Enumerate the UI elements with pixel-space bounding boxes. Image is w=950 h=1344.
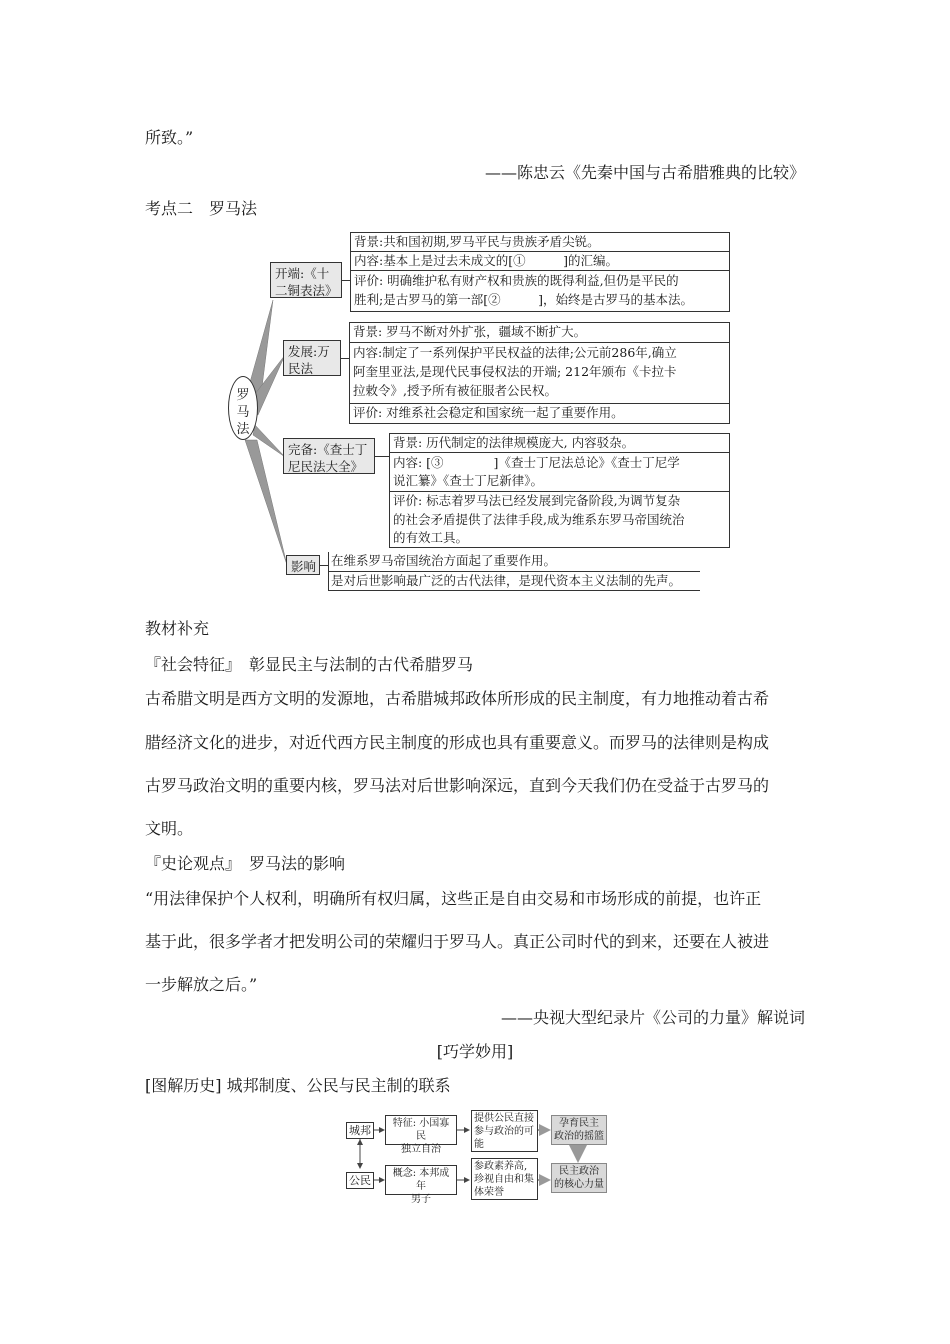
branch-completion-row: 说汇纂》《查士丁尼新律》。 — [393, 473, 544, 488]
supplement-title: 教材补充 — [145, 619, 210, 638]
intro-tail: 所致。” — [145, 128, 194, 147]
section-title: 考点二 罗马法 — [145, 199, 258, 218]
mindmap-root: 罗马法 — [228, 376, 258, 440]
diagram-heading: [图解历史] 城邦制度、公民与民主制的联系 — [145, 1076, 451, 1095]
branch-completion-row: 的社会矛盾提供了法律手段,成为维系东罗马帝国统治 — [393, 512, 685, 527]
branch-development-row: 内容:制定了一系列保护平民权益的法律;公元前286年,确立 — [353, 345, 677, 360]
flow-city-feature: 特征: 小国寡民 独立自治 — [385, 1115, 457, 1145]
flow-mid-bottom: 参政素养高, 珍视自由和集 体荣誉 — [471, 1158, 538, 1200]
branch-completion-row: 内容: [③ ]《查士丁尼法总论》《查士丁尼学 — [393, 455, 680, 470]
branch-completion-row: 评价: 标志着罗马法已经发展到完备阶段,为调节复杂 — [393, 493, 681, 508]
branch-completion-label: 完备:《查士丁尼民法大全》 — [283, 438, 375, 474]
social-paragraph-line: 古希腊文明是西方文明的发源地，古希腊城邦政体所形成的民主制度，有力地推动着古希 — [145, 689, 770, 708]
branch-development-row: 评价: 对维系社会稳定和国家统一起了重要作用。 — [353, 405, 624, 420]
social-heading: 『社会特征』 彰显民主与法制的古代希腊罗马 — [145, 655, 474, 674]
social-paragraph-line: 腊经济文化的进步，对近代西方民主制度的形成也具有重要意义。而罗马的法律则是构成 — [145, 733, 770, 752]
quote-source-2: ——央视大型纪录片《公司的力量》解说词 — [500, 1008, 805, 1027]
branch-development-row: 阿奎里亚法,是现代民事侵权法的开端; 212年颁布《卡拉卡 — [353, 364, 677, 379]
branch-completion-row: 背景: 历代制定的法律规模庞大, 内容驳杂。 — [393, 435, 635, 450]
branch-origin-row: 评价: 明确维护私有财产权和贵族的既得利益,但仍是平民的 — [354, 273, 679, 288]
branch-origin-row: 背景:共和国初期,罗马平民与贵族矛盾尖锐。 — [354, 234, 600, 249]
branch-influence-label: 影响 — [286, 555, 320, 575]
branch-completion-row: 的有效工具。 — [393, 530, 469, 545]
social-paragraph-line: 古罗马政治文明的重要内核，罗马法对后世影响深远，直到今天我们仍在受益于古罗马的 — [145, 776, 770, 795]
view-paragraph-line: 基于此，很多学者才把发明公司的荣耀归于罗马人。真正公司时代的到来，还要在人被进 — [145, 932, 770, 951]
branch-origin-label: 开端:《十二铜表法》 — [270, 262, 342, 298]
branch-development-row: 拉敕令》,授予所有被征服者公民权。 — [353, 383, 557, 398]
flow-node-citizen: 公民 — [346, 1172, 374, 1189]
view-paragraph-line: “用法律保护个人权利，明确所有权归属，这些正是自由交易和市场形成的前提，也许正 — [145, 889, 762, 908]
flow-out-top: 孕育民主 政治的摇篮 — [551, 1115, 607, 1145]
flow-out-bottom: 民主政治 的核心力量 — [551, 1163, 607, 1193]
view-heading: 『史论观点』 罗马法的影响 — [145, 854, 346, 873]
branch-origin-row: 胜利;是古罗马的第一部[② ]，始终是古罗马的基本法。 — [354, 292, 693, 307]
social-paragraph-line: 文明。 — [145, 819, 194, 838]
quote-source-1: ——陈忠云《先秦中国与古希腊雅典的比较》 — [484, 163, 805, 182]
branch-origin-row: 内容:基本上是过去未成文的[① ]的汇编。 — [354, 253, 618, 268]
branch-influence-row: 是对后世影响最广泛的古代法律，是现代资本主义法制的先声。 — [331, 573, 682, 588]
branch-development-row: 背景: 罗马不断对外扩张，疆域不断扩大。 — [353, 324, 587, 339]
view-paragraph-line: 一步解放之后。” — [145, 975, 258, 994]
tips-title: [巧学妙用] — [436, 1042, 514, 1061]
flow-citizen-concept: 概念: 本邦成年 男子 — [385, 1165, 457, 1195]
branch-development-label: 发展:万民法 — [283, 340, 341, 376]
branch-influence-row: 在维系罗马帝国统治方面起了重要作用。 — [331, 553, 557, 568]
flow-mid-top: 提供公民直接 参与政治的可 能 — [471, 1110, 538, 1152]
flow-node-city-state: 城邦 — [346, 1122, 374, 1139]
